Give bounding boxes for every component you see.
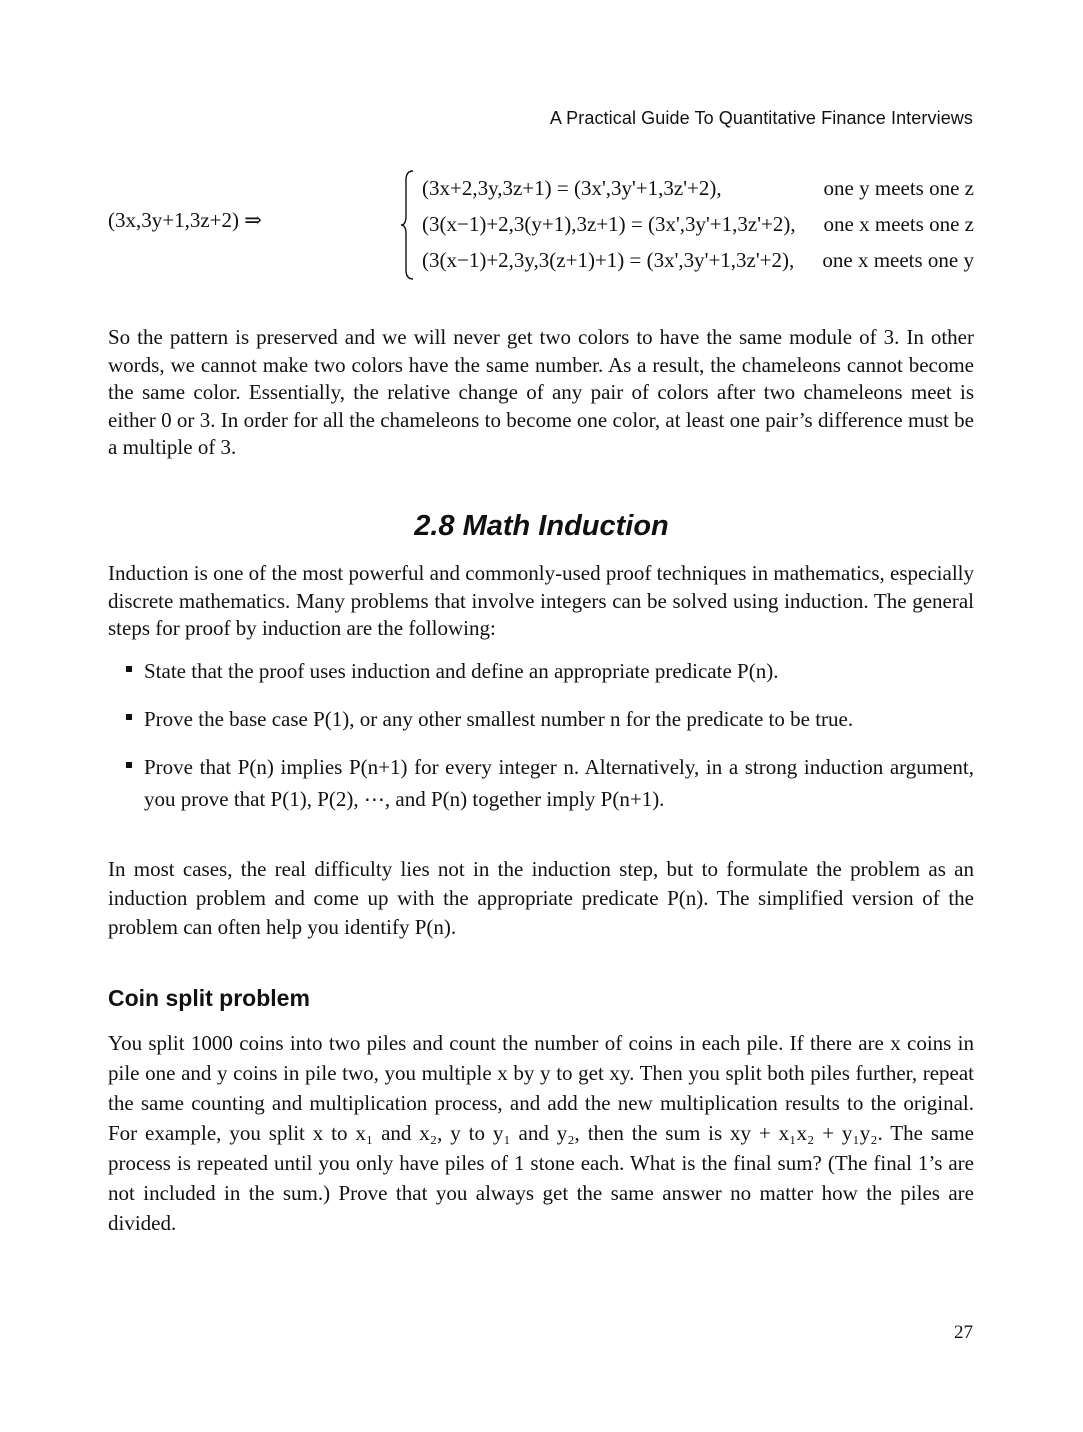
bullet-icon — [126, 714, 132, 720]
list-item-text: Prove the base case P(1), or any other smallest number n for the predicate to be true. — [144, 707, 854, 731]
paragraph-induction-difficulty: In most cases, the real difficulty lies not in the induction step, but to formulate the problem as an induction problem and come up with the appropriate predicate P(n). The simplified version of the problem can often help you identify P(n). — [108, 857, 974, 939]
page-number: 27 — [954, 1322, 973, 1343]
bullet-icon — [126, 762, 132, 768]
list-item — [126, 655, 974, 687]
equation-note-1: one y meets one z — [823, 176, 974, 200]
paragraph-coin-split: You split 1000 coins into two piles and count the number of coins in each pile. If there are x coins in pile one and y coins in pile two, you multiple x by y to get xy. Then you split both piles further, repeat the same counting and multiplication process, and add the new multiplication results to the original. For example, you split x to x₁ and x₂, y to y₁ and y₂, then the sum is xy + x₁x₂ + y₁y₂. The same process is repeated until you only have piles of 1 stone each. What is the final sum? (The final 1’s are not included in the sum.) Prove that you always get the same answer no matter how the piles are divided. — [108, 1031, 974, 1235]
equation-row-1: (3x+2,3y,3z+1) = (3x',3y'+1,3z'+2), — [422, 176, 722, 200]
equation-row-3: (3(x−1)+2,3y,3(z+1)+1) = (3x',3y'+1,3z'+2), — [422, 248, 795, 272]
running-header: A Practical Guide To Quantitative Finance Interviews — [549, 108, 973, 128]
equation-row-2: (3(x−1)+2,3(y+1),3z+1) = (3x',3y'+1,3z'+2), — [422, 212, 796, 236]
list-item-text: Prove that P(n) implies P(n+1) for every integer n. Alternatively, in a strong induction argument, you prove that P(1), P(2), ⋯, and P(n) together imply P(n+1). — [144, 755, 974, 811]
equation-note-3: one x meets one y — [822, 248, 974, 272]
subsection-title: Coin split problem — [108, 985, 310, 1011]
list-item-text: State that the proof uses induction and define an appropriate predicate P(n). — [144, 659, 779, 683]
list-item — [126, 751, 974, 815]
induction-steps-list — [126, 655, 974, 831]
paragraph-induction-intro: Induction is one of the most powerful and commonly-used proof techniques in mathematics, especially discrete mathematics. Many problems that involve integers can be solved using induction. The general steps for proof by induction are the following: — [108, 561, 974, 640]
equation-note-2: one x meets one z — [823, 212, 974, 236]
equation-system — [108, 170, 974, 282]
section-title: 2.8 Math Induction — [414, 510, 669, 542]
left-brace-icon — [400, 170, 414, 280]
list-item — [126, 703, 974, 735]
paragraph-pattern-preserved: So the pattern is preserved and we will never get two colors to have the same module of 3. In other words, we cannot make two colors have the same number. As a result, the chameleons cannot become the same color. Essentially, the relative change of any pair of colors after two chameleons meet is either 0 or 3. In order for all the chameleons to become one color, at least one pair’s difference must be a multiple of 3. — [108, 325, 974, 459]
equation-lhs: (3x,3y+1,3z+2) ⇒ — [108, 208, 262, 232]
bullet-icon — [126, 666, 132, 672]
